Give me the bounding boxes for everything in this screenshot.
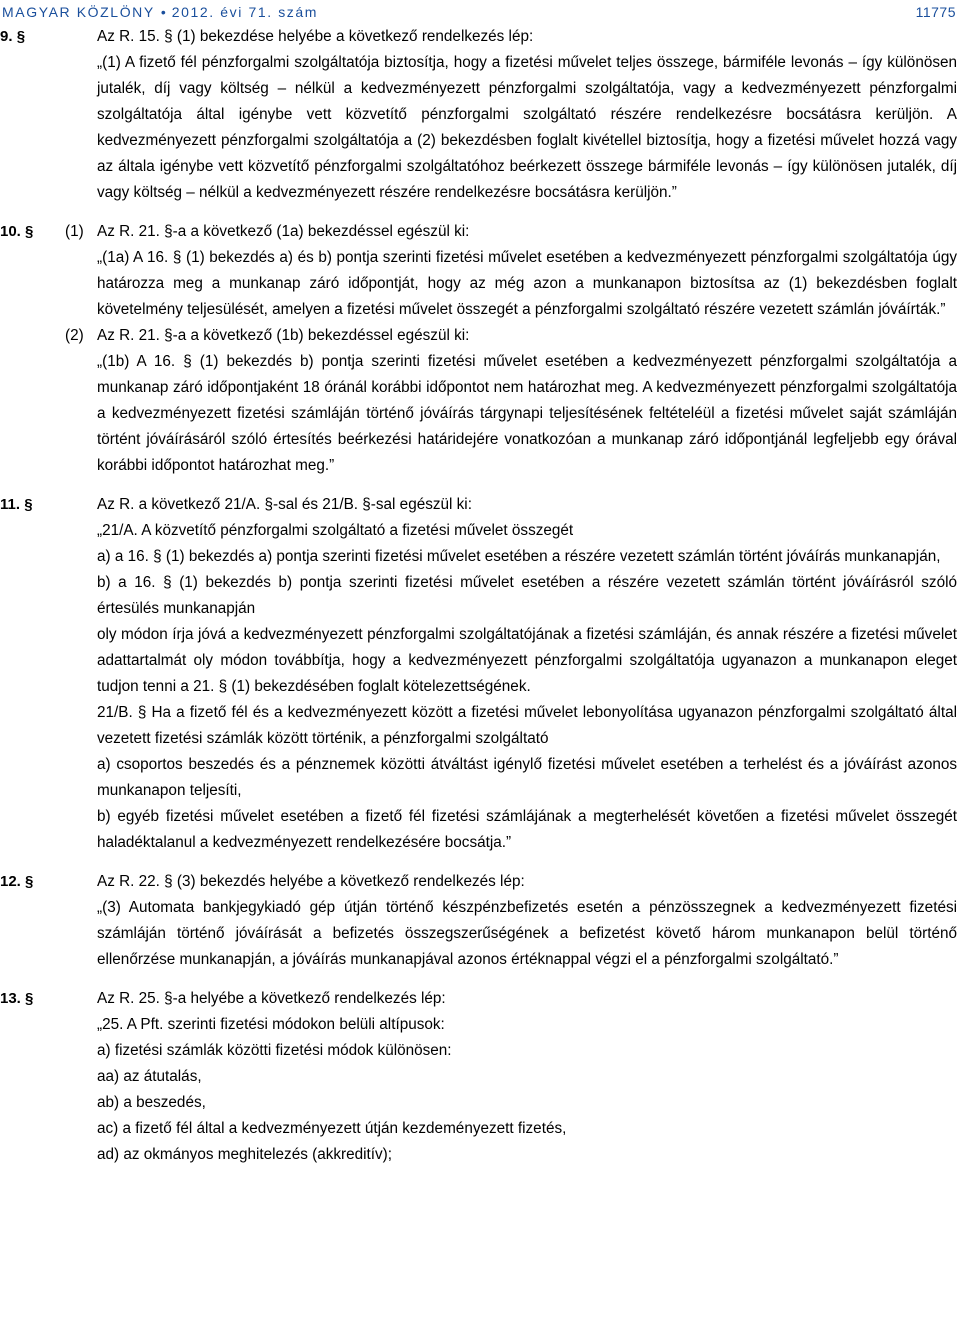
list-item: ac) a fizető fél által a kedvezményezett útján kezdeményezett fizetés, <box>97 1120 567 1137</box>
section-num-text: 12. <box>0 873 21 890</box>
section-num-text: 10. <box>0 223 21 240</box>
list-item: aa) az átutalás, <box>97 1068 202 1085</box>
section-10 <box>0 219 960 479</box>
section-paragraph: oly módon írja jóvá a kedvezményezett pénzforgalmi szolgáltatójának a fizetési számláján, és annak részére a fizetési művelet adattartalmát oly módon továbbítja, hogy a kedvezményezett pénzforgalmi szolgáltatója ugyanazon a munkanapon eleget tudjon tenni a 21. § (1) bekezdésében foglalt kötelezettségének. <box>97 626 957 695</box>
journal-title: MAGYAR KÖZLÖNY <box>2 4 155 20</box>
section-sign: § <box>25 223 34 240</box>
section-number <box>0 869 96 895</box>
subsection-intro: Az R. 21. §-a a következő (1a) bekezdéssel egészül ki: <box>97 223 470 240</box>
section-intro: Az R. a következő 21/A. §-sal és 21/B. §-sal egészül ki: <box>97 496 472 513</box>
section-paragraph: 21/B. § Ha a fizető fél és a kedvezményezett között a fizetési művelet lebonyolítása ugyanazon pénzforgalmi szolgáltató által vezetett fizetési számlák között történik, a pénzforgalmi szolgáltató <box>97 704 957 747</box>
header-left <box>2 4 318 20</box>
section-sign: § <box>25 990 34 1007</box>
section-12 <box>0 869 960 973</box>
section-body <box>65 219 957 479</box>
section-intro: Az R. 15. § (1) bekezdése helyébe a következő rendelkezés lép: <box>97 28 534 45</box>
subsection-1 <box>65 219 957 323</box>
subsection-text: „(1a) A 16. § (1) bekezdés a) és b) pontja szerinti fizetési művelet esetében a kedvezményezett pénzforgalmi szolgáltatója úgy határozza meg a munkanap záró időpontját, hogy az még azon a munkanapon biztosítsa az (1) bekezdésben foglalt követelmény teljesülését, amelyen a fizetési művelet összegét a pénzforgalmi szolgáltató részére vezetett számlán jóváírták.” <box>97 249 957 318</box>
section-intro: Az R. 22. § (3) bekezdés helyébe a következő rendelkezés lép: <box>97 873 525 890</box>
page-header <box>0 0 960 24</box>
section-intro: Az R. 25. §-a helyébe a következő rendelkezés lép: <box>97 990 446 1007</box>
section-body <box>97 986 957 1168</box>
section-body <box>97 492 957 856</box>
section-paragraph: „(1) A fizető fél pénzforgalmi szolgáltatója biztosítja, hogy a fizetési művelet teljes összege, bármiféle levonás – így különösen jutalék, díj vagy költség – nélkül a kedvezményezett pénzforgalmi szolgáltatója, vagy a kedvezményezett pénzforgalmi szolgáltatója által igénybe vett közvetítő pénzforgalmi szolgáltató részére rendelkezésre bocsátásra kerüljön. A kedvezményezett pénzforgalmi szolgáltatója a (2) bekezdésben foglalt kivétellel biztosítja, hogy a fizetési művelet hozzá vagy az általa igénybe vett közvetítő pénzforgalmi szolgáltatóhoz beérkezett összege bármiféle levonás – így különösen jutalék, díj vagy költség – nélkül a kedvezményezett részére rendelkezésre bocsátásra kerüljön.” <box>97 54 957 201</box>
subsection-text: „(1b) A 16. § (1) bekezdés b) pontja szerinti fizetési művelet esetében a kedvezményezett pénzforgalmi szolgáltatója a munkanap záró időpontjaként 18 óránál korábbi időpontot nem határozhat meg. A kedvezményezett pénzforgalmi szolgáltatója a kedvezményezett fizetési számláján történő jóváírás tárgynapi teljesítésének feltételéül a fizetési művelet saját számláján történt jóváírásáról szóló értesítés beérkezési határidejére vonatkozóan a munkanap záró időpontjánál legfeljebb egy órával korábbi időpontot határozhat meg.” <box>97 353 957 474</box>
section-number <box>0 24 96 50</box>
list-item: ad) az okmányos meghitelezés (akkreditív); <box>97 1146 393 1163</box>
section-paragraph: „25. A Pft. szerinti fizetési módokon belüli altípusok: <box>97 1016 445 1033</box>
section-paragraph: „(3) Automata bankjegykiadó gép útján történő készpénzbefizetés esetén a pénzösszegnek a kedvezményezett fizetési számláján történő jóváírását a befizetés összegszerűségének a befizetést követő három munkanapon belül történő ellenőrzése munkanapján, a jóváírás munkanapjával azonos értéknappal végzi el a pénzforgalmi szolgáltató.” <box>97 899 957 968</box>
subsection-number: (2) <box>65 327 84 344</box>
section-9 <box>0 24 960 206</box>
section-number <box>0 492 96 518</box>
section-number <box>0 986 96 1012</box>
issue-label: 2012. évi 71. szám <box>171 4 319 20</box>
section-body <box>97 24 957 206</box>
section-num-text: 9. <box>0 28 13 45</box>
bullet-separator: • <box>160 4 166 20</box>
section-paragraph: „21/A. A közvetítő pénzforgalmi szolgáltató a fizetési művelet összegét <box>97 522 574 539</box>
section-paragraph: a) a 16. § (1) bekezdés a) pontja szerinti fizetési művelet esetében a részére vezetett számlán történt jóváírás munkanapján, <box>97 548 941 565</box>
page-content <box>0 24 960 1168</box>
section-num-text: 11. <box>0 496 21 513</box>
section-body <box>97 869 957 973</box>
section-sign: § <box>25 873 34 890</box>
section-paragraph: b) egyéb fizetési művelet esetében a fizető fél fizetési számlájának a megterhelését követően a fizetési művelet összegét haladéktalanul a kedvezményezett rendelkezésére bocsátja.” <box>97 808 957 851</box>
page-number: 11775 <box>915 4 956 20</box>
section-sign: § <box>16 28 26 45</box>
subsection-2 <box>65 323 957 479</box>
section-paragraph: a) csoportos beszedés és a pénznemek közötti átváltást igénylő fizetési művelet esetében a terhelést és a jóváírást azonos munkanapon teljesíti, <box>97 756 957 799</box>
section-num-text: 13. <box>0 990 21 1007</box>
section-11 <box>0 492 960 856</box>
section-sign: § <box>24 496 33 513</box>
subsection-number: (1) <box>65 223 84 240</box>
subsection-intro: Az R. 21. §-a a következő (1b) bekezdéssel egészül ki: <box>97 327 470 344</box>
list-item: a) fizetési számlák közötti fizetési módok különösen: <box>97 1042 452 1059</box>
section-13 <box>0 986 960 1168</box>
list-item: ab) a beszedés, <box>97 1094 206 1111</box>
section-paragraph: b) a 16. § (1) bekezdés b) pontja szerinti fizetési művelet esetében a részére vezetett számlán történt jóváírásról szóló értesülés munkanapján <box>97 574 957 617</box>
